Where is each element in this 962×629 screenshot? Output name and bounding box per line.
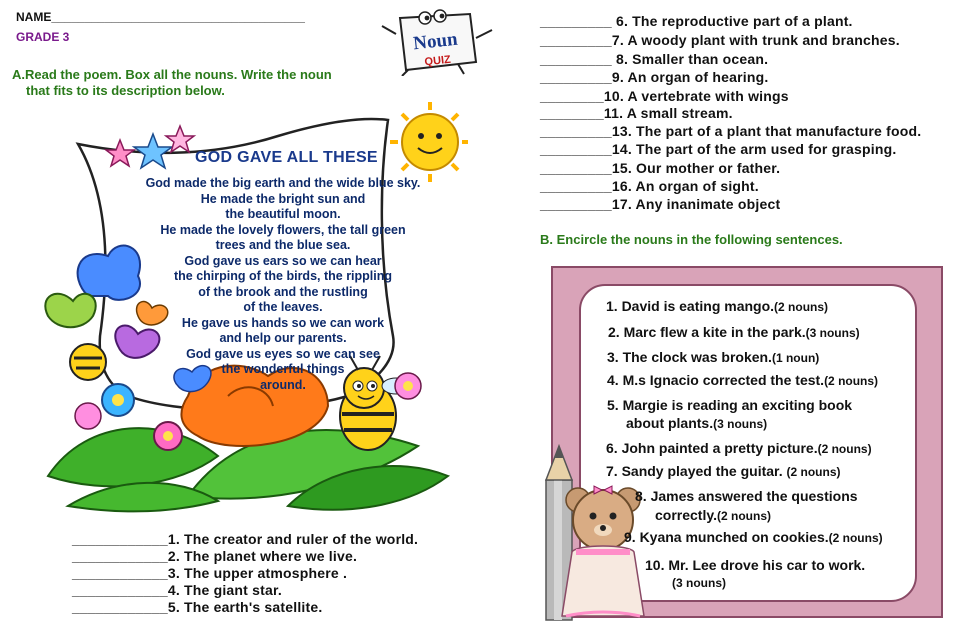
question-item: _________16. An organ of sight.: [540, 178, 759, 194]
noun-count: (2 nouns): [817, 442, 872, 456]
poem-line: God made the big earth and the wide blue sky.: [145, 176, 421, 190]
sentence-text: 1. David is eating mango.: [606, 298, 775, 314]
poem-text: [118, 176, 448, 393]
sun-icon: [390, 102, 468, 182]
sentence-text: 3. The clock was broken.: [607, 349, 772, 365]
sentence-item: [607, 397, 852, 413]
poem-line: of the leaves.: [243, 300, 323, 314]
noun-count: (3 nouns): [672, 576, 726, 590]
sentence-item: [624, 529, 883, 545]
sentence-text: 4. M.s Ignacio corrected the test.: [607, 372, 825, 388]
noun-count: (2 nouns): [828, 531, 883, 545]
question-item: _________7. A woody plant with trunk and branches.: [540, 32, 900, 48]
question-item: _________14. The part of the arm used for grasping.: [540, 141, 897, 157]
question-item: ____________1. The creator and ruler of the world.: [72, 531, 419, 547]
logo-noun-text: Noun: [412, 28, 459, 55]
sentence-text: correctly.: [655, 507, 717, 523]
poem-line: the wonderful things: [221, 362, 345, 376]
question-item: _________ 8. Smaller than ocean.: [540, 51, 769, 67]
poem-line: He gave us hands so we can work: [181, 315, 385, 330]
sentence-item: [655, 507, 771, 523]
sentence-text: 2. Marc flew a kite in the park.: [608, 324, 806, 340]
question-item: ____________2. The planet where we live.: [72, 548, 358, 564]
poem-line: God gave us eyes so we can see: [186, 346, 380, 361]
question-item: ________11. A small stream.: [540, 105, 733, 121]
sentence-text: 8. James answered the questions: [635, 488, 858, 504]
section-b-instruction: B. Encircle the nouns in the following sentences.: [540, 232, 843, 247]
sentence-item: [645, 557, 865, 573]
poem-line: God gave us ears so we can hear: [184, 253, 382, 268]
question-item: ________10. A vertebrate with wings: [540, 88, 789, 104]
sentence-item: [626, 415, 767, 431]
poem-line: He made the lovely flowers, the tall green: [160, 222, 406, 237]
question-item: _________17. Any inanimate object: [540, 196, 781, 212]
poem-line: trees and the blue sea.: [215, 238, 351, 252]
noun-count: (2 nouns): [786, 465, 841, 479]
name-line: NAME______________________________________: [16, 10, 305, 24]
poem-line: and help our parents.: [219, 331, 347, 345]
noun-count: (2 nouns): [824, 374, 879, 388]
noun-count: (3 nouns): [713, 417, 768, 431]
logo-quiz-text: QUIZ: [423, 53, 452, 69]
noun-quiz-logo: [378, 4, 496, 76]
section-a-instruction-2: that fits to its description below.: [26, 83, 225, 98]
question-item: ____________5. The earth's satellite.: [72, 599, 323, 615]
poem-line: the beautiful moon.: [225, 207, 341, 221]
sentence-item: [672, 574, 726, 590]
grade-label: GRADE 3: [16, 30, 70, 44]
poem-line: He made the bright sun and: [200, 191, 366, 206]
sentence-item: [606, 463, 841, 479]
teddy-bear-icon: [562, 486, 644, 616]
sentence-text: 10. Mr. Lee drove his car to work.: [645, 557, 866, 573]
poem-line: the chirping of the birds, the rippling: [173, 269, 393, 283]
sentence-text: 9. Kyana munched on cookies.: [624, 529, 829, 545]
sentence-text: about plants.: [626, 415, 714, 431]
sentence-item: [608, 324, 860, 340]
sentence-item: [635, 488, 858, 504]
section-a-instruction-1: A.Read the poem. Box all the nouns. Write the noun: [12, 67, 332, 82]
question-item: _________13. The part of a plant that manufacture food.: [540, 123, 922, 139]
question-item: _________15. Our mother or father.: [540, 160, 781, 176]
sentence-text: 7. Sandy played the guitar.: [606, 463, 787, 479]
question-item: _________ 6. The reproductive part of a plant.: [540, 13, 853, 29]
poem-line: around.: [260, 377, 306, 392]
sentence-text: 6. John painted a pretty picture.: [606, 440, 818, 456]
question-item: _________9. An organ of hearing.: [540, 69, 769, 85]
poem-line: of the brook and the rustling: [198, 284, 368, 299]
sentence-item: [606, 298, 828, 314]
sentence-item: [607, 349, 819, 365]
noun-count: (1 noun): [771, 351, 820, 365]
poem-title: GOD GAVE ALL THESE: [195, 149, 378, 166]
sentence-text: 5. Margie is reading an exciting book: [607, 397, 853, 413]
noun-count: (2 nouns): [774, 300, 829, 314]
noun-count: (2 nouns): [717, 509, 771, 523]
sentence-item: [606, 440, 872, 456]
noun-count: (3 nouns): [805, 326, 860, 340]
question-item: ____________3. The upper atmosphere .: [72, 565, 348, 581]
question-item: ____________4. The giant star.: [72, 582, 282, 598]
sentence-item: [607, 372, 878, 388]
